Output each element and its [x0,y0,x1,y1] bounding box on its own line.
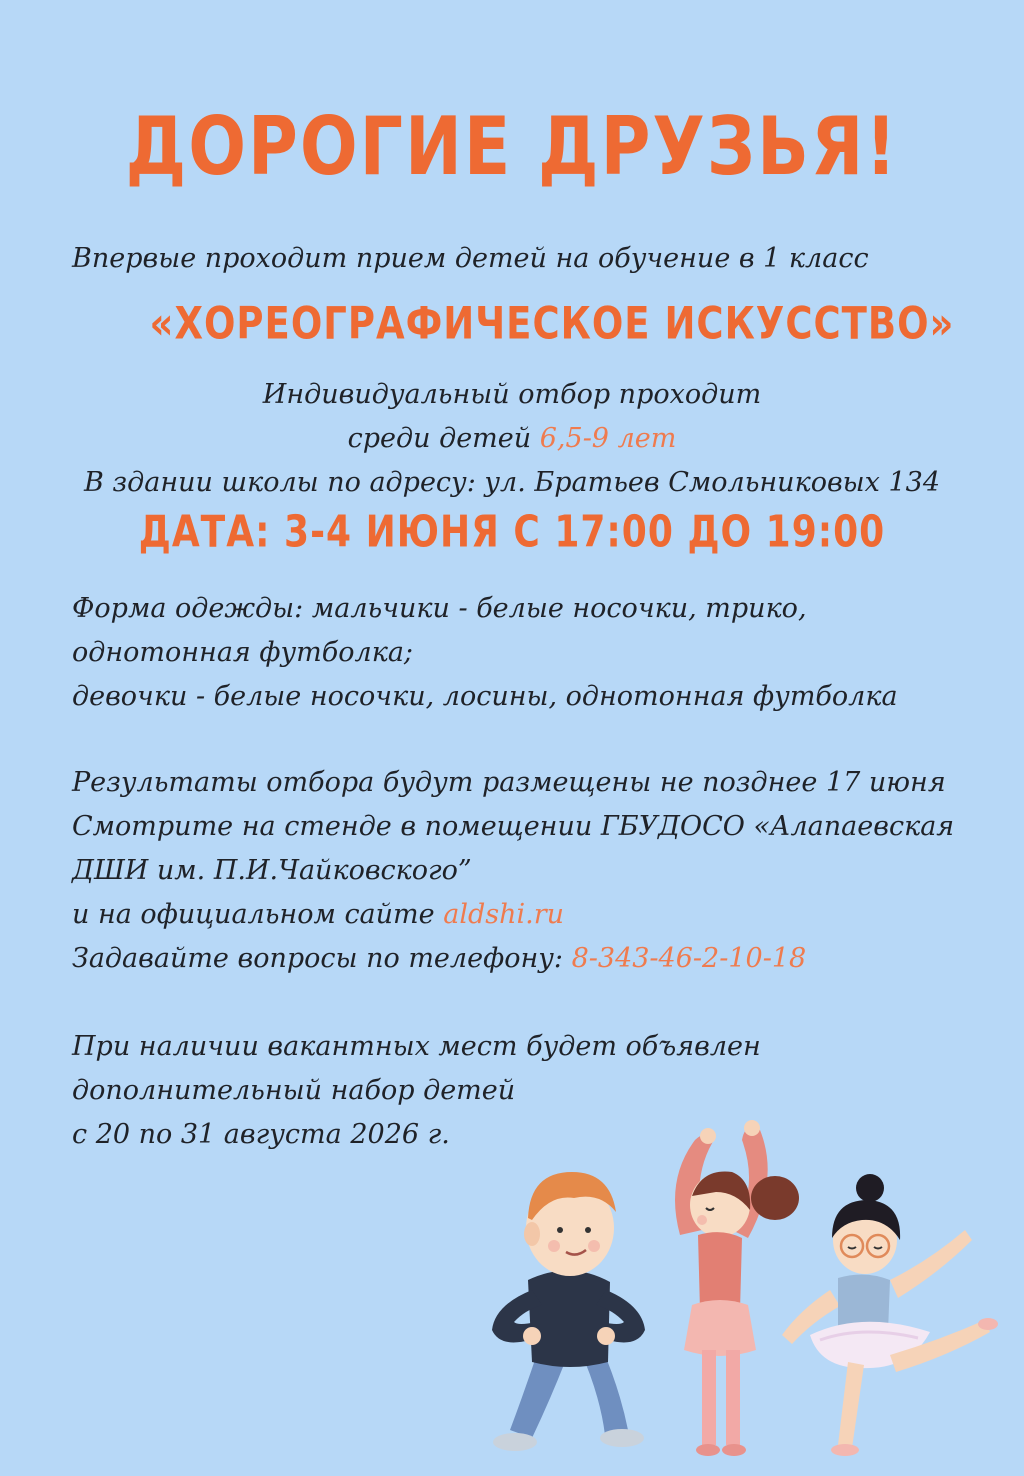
phone-number[interactable]: 8-343-46-2-10-18 [571,943,807,974]
girl-figure-blue [782,1174,998,1456]
results-line-3: ДШИ им. П.И.Чайковского” [72,855,472,886]
results-line-2: Смотрите на стенде в помещении ГБУДОСО «Алапаевская [72,811,955,842]
dress-code-line-2: однотонная футболка; [72,637,414,668]
selection-line-1: Индивидуальный отбор проходит [262,379,762,410]
date-heading: ДАТА: 3-4 ИЮНЯ С 17:00 ДО 19:00 [138,507,886,558]
phone-prefix: Задавайте вопросы по телефону: [72,943,572,974]
selection-line-2 [0,422,1024,456]
extra-line-3: с 20 по 31 августа 2026 г. [72,1119,450,1150]
website-link[interactable]: aldshi.ru [443,899,564,930]
boy-figure [492,1172,645,1451]
intro-text: Впервые проходит прием детей на обучение в 1 класс [72,243,869,274]
results-line-4 [72,898,564,932]
dress-code-line-3: девочки - белые носочки, лосины, однотонная футболка [72,681,898,712]
program-title: «ХОРЕОГРАФИЧЕСКОЕ ИСКУССТВО» [149,297,955,350]
dancing-children-illustration [470,1100,1010,1470]
main-heading: ДОРОГИЕ ДРУЗЬЯ! [125,100,899,195]
site-prefix: и на официальном сайте [72,899,444,930]
results-line-1: Результаты отбора будут размещены не позднее 17 июня [72,767,946,798]
dress-code-line-1: Форма одежды: мальчики - белые носочки, трико, [72,593,807,624]
selection-line-2-prefix: среди детей [347,423,540,454]
extra-line-2: дополнительный набор детей [72,1075,516,1106]
phone-line [72,942,806,976]
extra-line-1: При наличии вакантных мест будет объявлен [72,1031,761,1062]
girl-figure-pink [675,1120,799,1456]
address-text: В здании школы по адресу: ул. Братьев Смольниковых 134 [84,467,940,498]
age-range: 6,5-9 лет [539,423,677,454]
